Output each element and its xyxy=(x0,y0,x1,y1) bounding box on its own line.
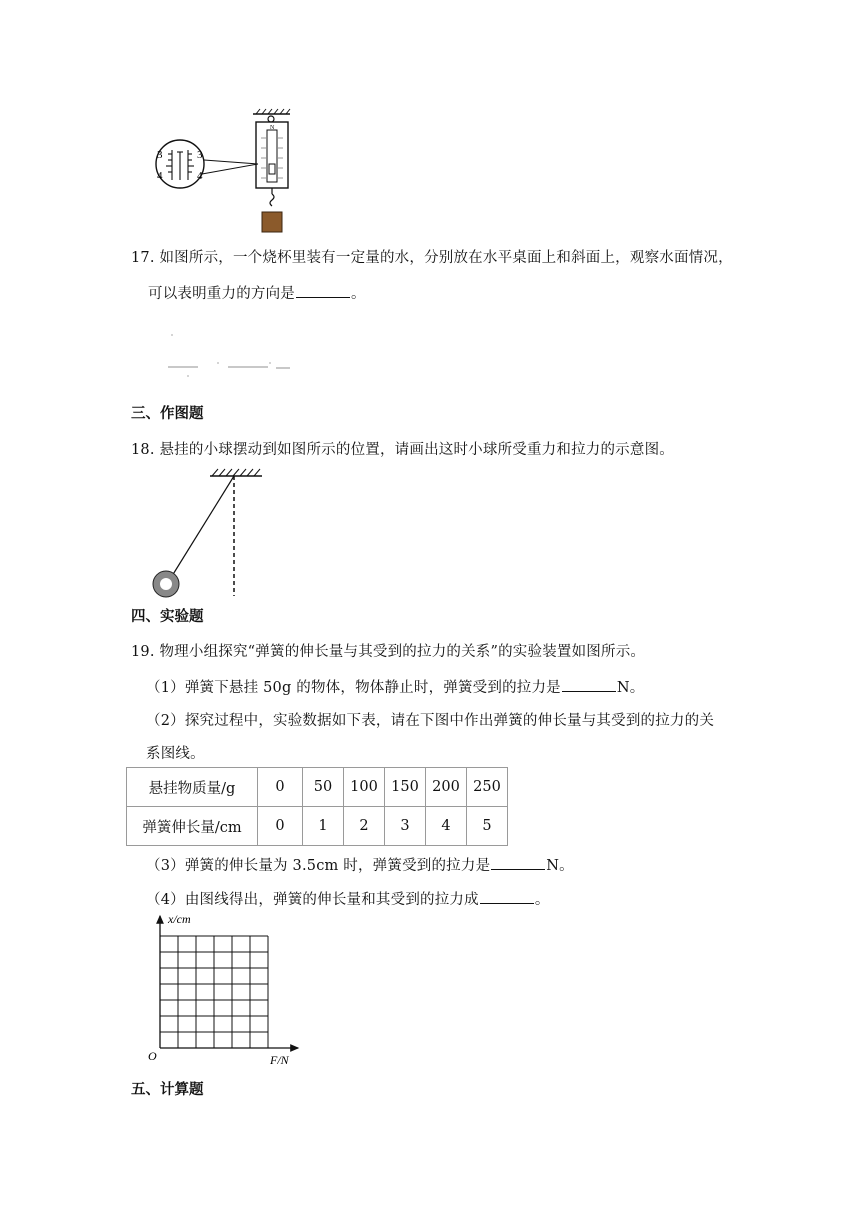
q19-part1-blank[interactable] xyxy=(562,677,616,692)
table-row-label: 悬挂物质量/g xyxy=(127,768,258,807)
q19-part2-line1: （2）探究过程中，实验数据如下表，请在下图中作出弹簧的伸长量与其受到的拉力的关 xyxy=(146,713,715,729)
mag-scale-left-3: 3 xyxy=(157,149,163,161)
q18-line xyxy=(131,440,674,460)
q17-text-line1: 如图所示，一个烧杯里装有一定量的水，分别放在水平桌面上和斜面上，观察水面情况， xyxy=(159,250,733,266)
q17-answer-blank[interactable] xyxy=(296,283,350,298)
section-title-3: 三、作图题 xyxy=(131,406,204,422)
q19-part2-line2: 系图线。 xyxy=(146,746,205,762)
q19-part1-text: （1）弹簧下悬挂 50g 的物体，物体静止时，弹簧受到的拉力是 xyxy=(146,680,561,696)
q19-part4 xyxy=(146,889,550,910)
scale-unit-label: N xyxy=(270,125,275,131)
q19-part1 xyxy=(146,677,644,698)
beaker-figure-faint xyxy=(160,330,300,380)
table-cell: 1 xyxy=(303,807,344,846)
q19-intro: 物理小组探究“弹簧的伸长量与其受到的拉力的关系”的实验装置如图所示。 xyxy=(159,644,646,660)
table-cell: 4 xyxy=(426,807,467,846)
table-row-mass xyxy=(127,768,508,807)
table-cell: 0 xyxy=(258,768,303,807)
table-row-label: 弹簧伸长量/cm xyxy=(127,807,258,846)
q19-part4-end: 。 xyxy=(534,892,550,908)
graph-origin: O xyxy=(148,1049,157,1063)
table-cell: 2 xyxy=(344,807,385,846)
table-cell: 150 xyxy=(385,768,426,807)
q19-number: 19. xyxy=(131,644,155,660)
table-cell: 250 xyxy=(467,768,508,807)
blank-graph xyxy=(146,910,306,1070)
table-cell: 0 xyxy=(258,807,303,846)
graph-ylabel: x/cm xyxy=(168,912,191,926)
q19-part1-unit: N。 xyxy=(616,680,645,696)
q19-part3-blank[interactable] xyxy=(491,855,545,870)
q19-part4-text: （4）由图线得出，弹簧的伸长量和其受到的拉力成 xyxy=(146,892,479,908)
q17-line1 xyxy=(131,248,733,268)
section-title-5: 五、计算题 xyxy=(131,1082,204,1098)
mag-scale-right-3: 3 xyxy=(197,149,203,161)
table-cell: 5 xyxy=(467,807,508,846)
table-cell: 200 xyxy=(426,768,467,807)
table-cell: 50 xyxy=(303,768,344,807)
spring-scale-figure xyxy=(148,108,308,238)
q19-part3-text: （3）弹簧的伸长量为 3.5cm 时，弹簧受到的拉力是 xyxy=(146,858,491,874)
mag-scale-left-4: 4 xyxy=(157,170,163,182)
graph-xlabel: F/N xyxy=(270,1053,289,1067)
q18-number: 18. xyxy=(131,442,155,458)
q19-part3-unit: N。 xyxy=(546,858,574,874)
pendulum-figure xyxy=(140,468,280,600)
q19-part4-blank[interactable] xyxy=(480,889,534,904)
q17-text-line2-end: 。 xyxy=(351,286,366,302)
table-cell: 100 xyxy=(344,768,385,807)
q19-intro-line xyxy=(131,642,645,662)
q17-number: 17. xyxy=(131,250,155,266)
q18-text: 悬挂的小球摆动到如图所示的位置，请画出这时小球所受重力和拉力的示意图。 xyxy=(159,442,674,458)
graph-grid xyxy=(160,936,268,1048)
mag-scale-right-4: 4 xyxy=(197,170,203,182)
table-row-extension xyxy=(127,807,508,846)
q17-line2 xyxy=(148,283,366,304)
table-cell: 3 xyxy=(385,807,426,846)
q17-text-line2: 可以表明重力的方向是 xyxy=(148,286,295,302)
data-table xyxy=(126,767,508,846)
q19-part3 xyxy=(146,855,574,876)
section-title-4: 四、实验题 xyxy=(131,609,204,625)
